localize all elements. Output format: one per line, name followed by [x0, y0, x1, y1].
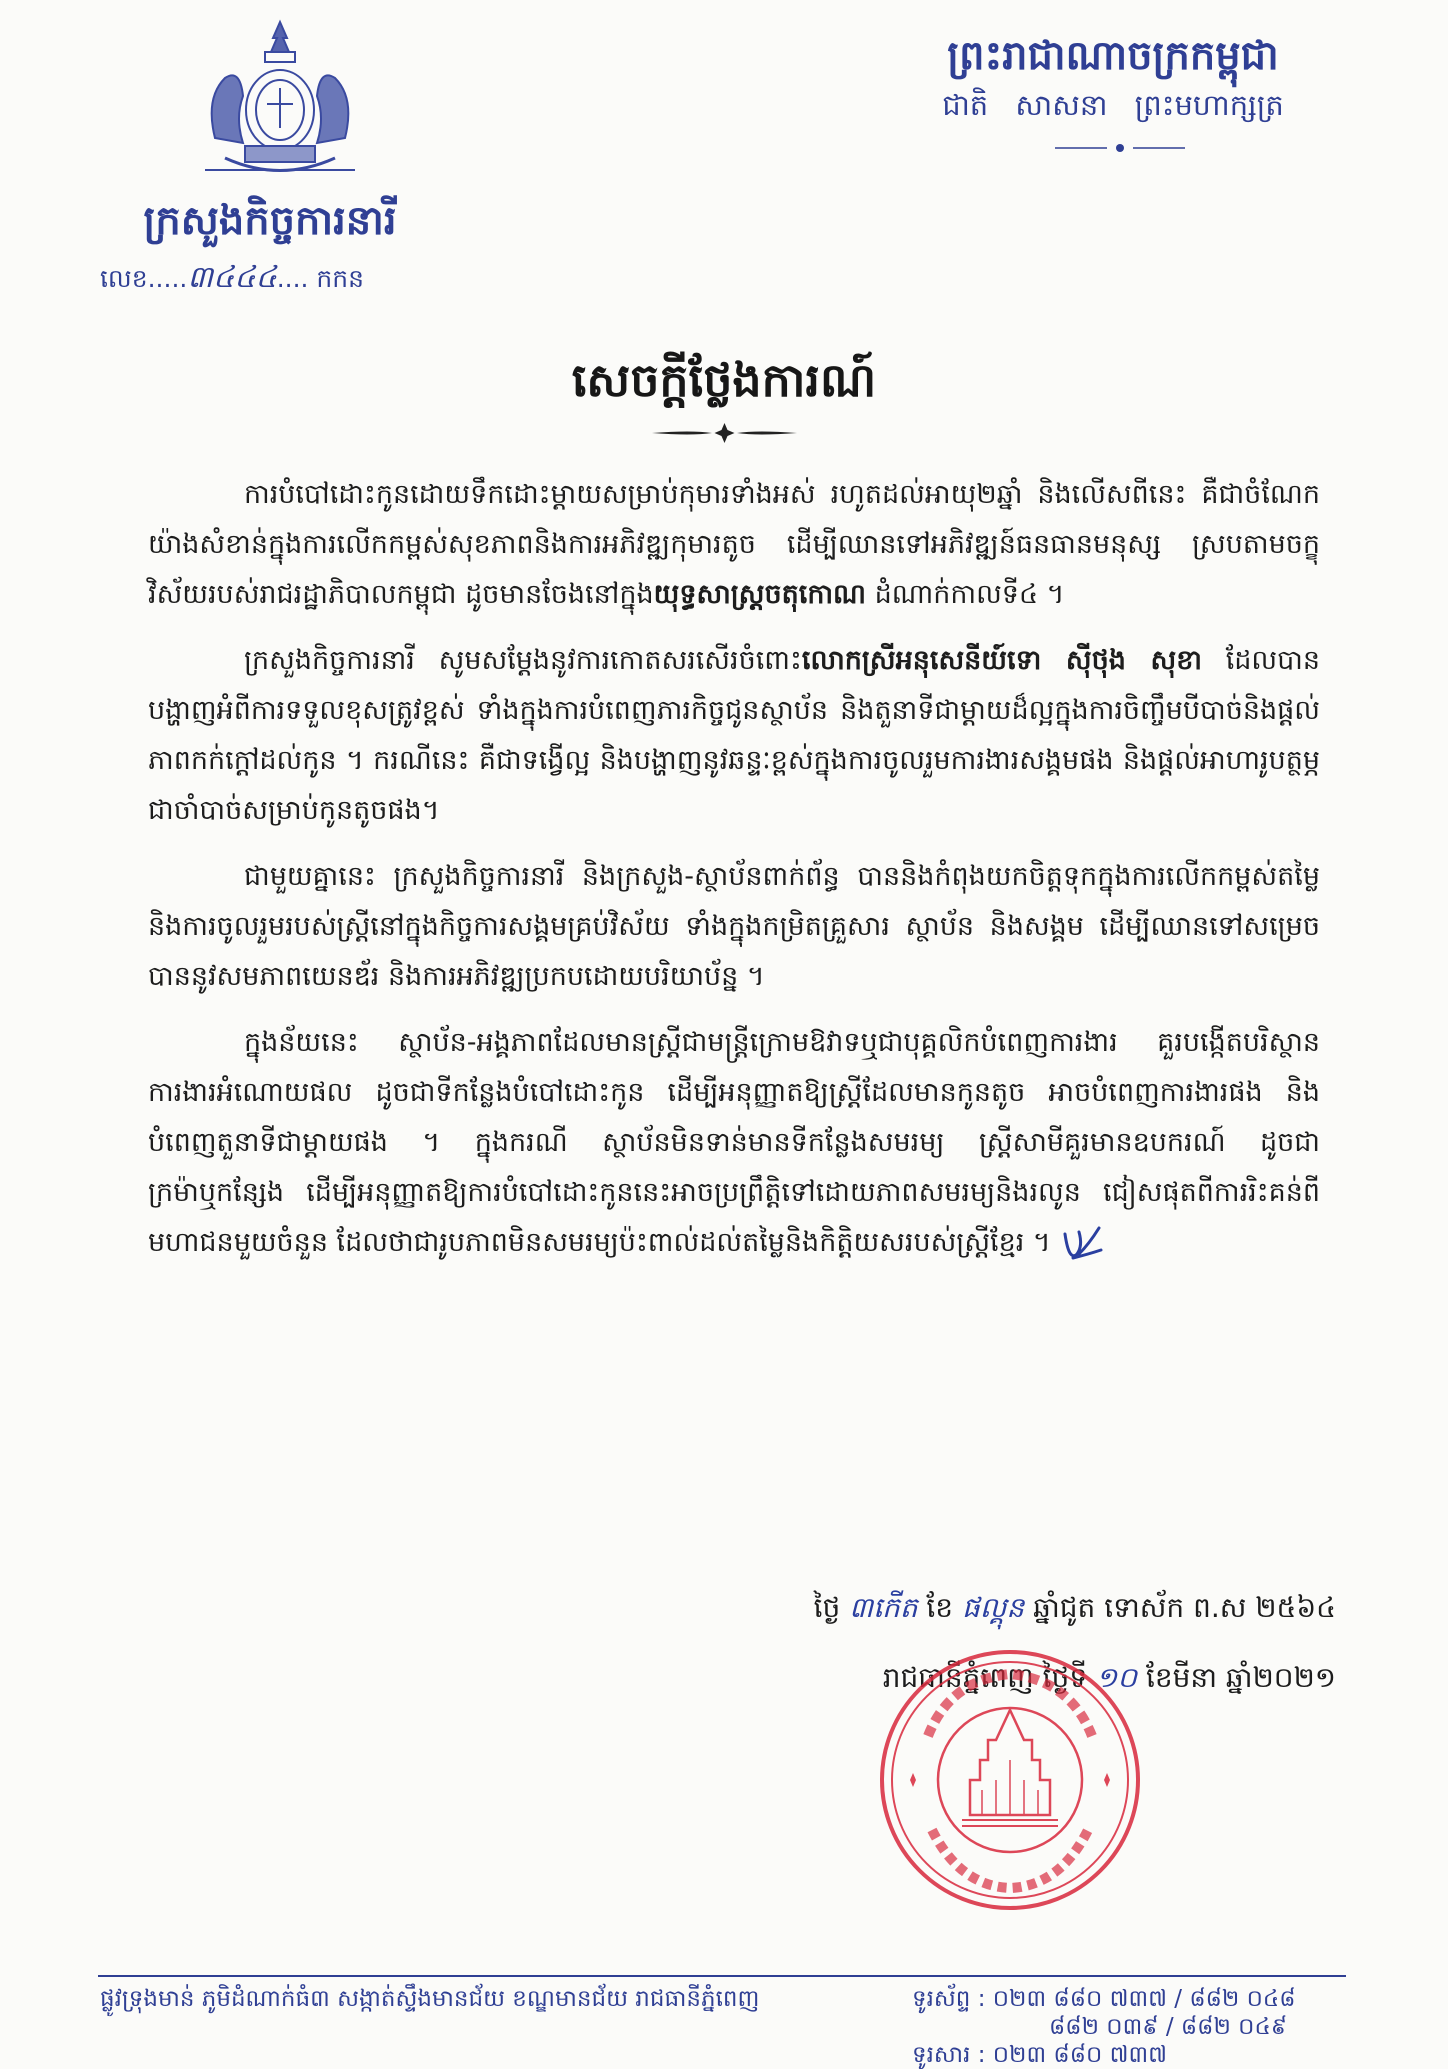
honoree-name: លោកស្រីអនុសេនីយ៍ទោ ស៊ីថុង សុខា [801, 645, 1202, 676]
official-ministry-stamp [870, 1640, 1150, 1920]
telephone-line-2: ៨៨២ ០៣៩ / ៨៨២ ០៤៩ [1049, 2014, 1288, 2040]
lunar-date-line: ថ្ងៃ ៣កើត ខែ ផល្គុន ឆ្នាំជូត ទោស័ក ព.ស ២៥៦៤ [813, 1591, 1336, 1624]
ref-suffix: .... កកន [276, 264, 365, 293]
lunar-day-handwritten: ៣កើត [849, 1591, 918, 1624]
paragraph-2: ក្រសួងកិច្ចការនារី សូមសម្ដែងនូវការកោតសរសើរចំពោះលោកស្រីអនុសេនីយ៍ទោ ស៊ីថុង សុខា ដែលបានបង្ហាញអំពីការទទួលខុសត្រូវខ្ពស់ ទាំងក្នុងការបំពេញភារកិច្ចជូនស្ថាប័ន និងតួនាទីជាម្ដាយដ៏ល្អក្នុងការចិញ្ចឹមបីបាច់និងផ្ដល់ភាពកក់ក្ដៅដល់កូន ។ ករណីនេះ គឺជាទង្វើល្អ និងបង្ហាញនូវឆន្ទៈខ្ពស់ក្នុងការចូលរួមការងារសង្គមផង និងផ្ដល់អាហារូបត្ថម្ភជាចាំបាច់សម្រាប់កូនតូចផង។ [148, 645, 1320, 826]
ref-number-handwritten: ៣៤៤៤ [187, 260, 277, 295]
royal-coat-of-arms-emblem [185, 18, 375, 190]
footer-contacts [912, 1985, 1296, 2069]
telephone-line: ទូរស័ព្ទ : ០២៣ ៨៨០ ៧៣៧ / ៨៨២ ០៤៨ [912, 1986, 1296, 2012]
statement-body [148, 470, 1320, 1284]
solar-date-line: រាជធានីភ្នំពេញ ថ្ងៃទី ១០ ខែមីនា ឆ្នាំ២០២១ [882, 1661, 1336, 1694]
kingdom-title: ព្រះរាជាណាចក្រកម្ពុជា [947, 33, 1279, 79]
title-ornament [652, 418, 797, 448]
lunar-month-handwritten: ផល្គុន [961, 1591, 1025, 1624]
strategy-name: យុទ្ធសាស្ត្រចតុកោណ [653, 579, 866, 610]
document-title: សេចក្ដីថ្លែងការណ៍ [571, 353, 877, 407]
ministry-name: ក្រសួងកិច្ចការនារី [143, 198, 397, 244]
footer-address: ផ្លូវទ្រុងមាន់ ភូមិដំណាក់ធំ៣ សង្កាត់ស្ទឹងមានជ័យ ខណ្ឌមានជ័យ រាជធានីភ្នំពេញ [100, 1986, 760, 2012]
ref-prefix: លេខ..... [100, 264, 188, 293]
motto-ornament [1055, 140, 1185, 156]
paragraph-4: ក្នុងន័យនេះ ស្ថាប័ន-អង្គភាពដែលមានស្ត្រីជាមន្ត្រីក្រោមឱវាទឬជាបុគ្គលិកបំពេញការងារ គួរបង្កើតបរិស្ថានការងារអំណោយផល ដូចជាទីកន្លែងបំបៅដោះកូន ដើម្បីអនុញ្ញាតឱ្យស្ត្រីដែលមានកូនតូច អាចបំពេញការងារផង និងបំពេញតួនាទីជាម្ដាយផង ។ ក្នុងករណី ស្ថាប័នមិនទាន់មានទីកន្លែងសមរម្យ ស្ត្រីសាមីគួរមានឧបករណ៍ ដូចជាក្រម៉ាឬកន្សែង ដើម្បីអនុញ្ញាតឱ្យការបំបៅដោះកូននេះអាចប្រព្រឹត្តិទៅដោយភាពសមរម្យនិងរលូន ជៀសផុតពីការរិះគន់ពីមហាជនមួយចំនួន ដែលថាជារូបភាពមិនសមរម្យប៉ះពាល់ដល់តម្លៃនិងកិត្តិយសរបស់ស្ត្រីខ្មែរ ។ [148, 1018, 1320, 1268]
fax-line: ទូរសារ : ០២៣ ៨៨០ ៧៣៧ [912, 2042, 1167, 2068]
paragraph-1: ការបំបៅដោះកូនដោយទឹកដោះម្ដាយសម្រាប់កុមារទាំងអស់ រហូតដល់អាយុ២ឆ្នាំ និងលើសពីនេះ គឺជាចំណែកយ៉ាងសំខាន់ក្នុងការលើកកម្ពស់សុខភាពនិងការអភិវឌ្ឍកុមារតូច ដើម្បីឈានទៅអភិវឌ្ឍន៍ធនធានមនុស្ស ស្របតាមចក្ខុវិស័យរបស់រាជរដ្ឋាភិបាលកម្ពុជា ដូចមានចែងនៅក្នុងយុទ្ធសាស្ត្រចតុកោណ ដំណាក់កាលទី៤ ។ [148, 479, 1320, 610]
initial-signature-mark [1059, 1224, 1103, 1264]
reference-number [100, 258, 364, 302]
solar-day-handwritten: ១០ [1096, 1661, 1138, 1694]
paragraph-3: ជាមួយគ្នានេះ ក្រសួងកិច្ចការនារី និងក្រសួង-ស្ថាប័នពាក់ព័ន្ធ បាននិងកំពុងយកចិត្តទុកក្នុងការលើកកម្ពស់តម្លៃនិងការចូលរួមរបស់ស្ត្រីនៅក្នុងកិច្ចការសង្គមគ្រប់វិស័យ ទាំងក្នុងកម្រិតគ្រួសារ ស្ថាប័ន និងសង្គម ដើម្បីឈានទៅសម្រេចបាននូវសមភាពយេនឌ័រ និងការអភិវឌ្ឍប្រកបដោយបរិយាប័ន្ន ។ [148, 861, 1320, 992]
national-motto: ជាតិ សាសនា ព្រះមហាក្សត្រ [942, 88, 1284, 122]
footer-divider [98, 1975, 1346, 1977]
